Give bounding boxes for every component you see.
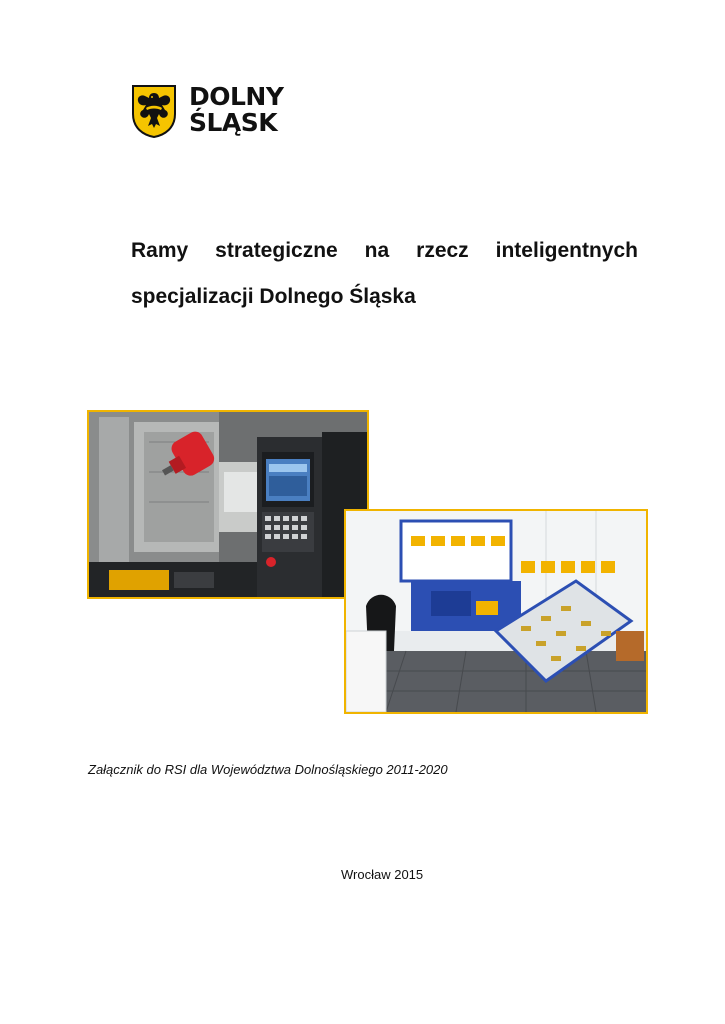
place-date: Wrocław 2015 — [341, 867, 424, 882]
logo-wordmark — [189, 84, 283, 136]
document-title — [131, 228, 638, 320]
caption-annex: Załącznik do RSI dla Województwa Dolnośląskiego 2011-2020 — [88, 762, 448, 777]
title-line2: specjalizacji Dolnego Śląska — [131, 285, 416, 308]
logo-line1: DOLNY — [189, 82, 284, 111]
logo-line2: ŚLĄSK — [189, 108, 278, 137]
logo — [131, 84, 301, 140]
lab-equipment-photo — [344, 509, 648, 714]
cnc-machine-photo — [87, 410, 369, 599]
title-line1: Ramy strategiczne na rzecz inteligentnych — [131, 239, 638, 262]
eagle-shield-icon — [131, 84, 177, 138]
